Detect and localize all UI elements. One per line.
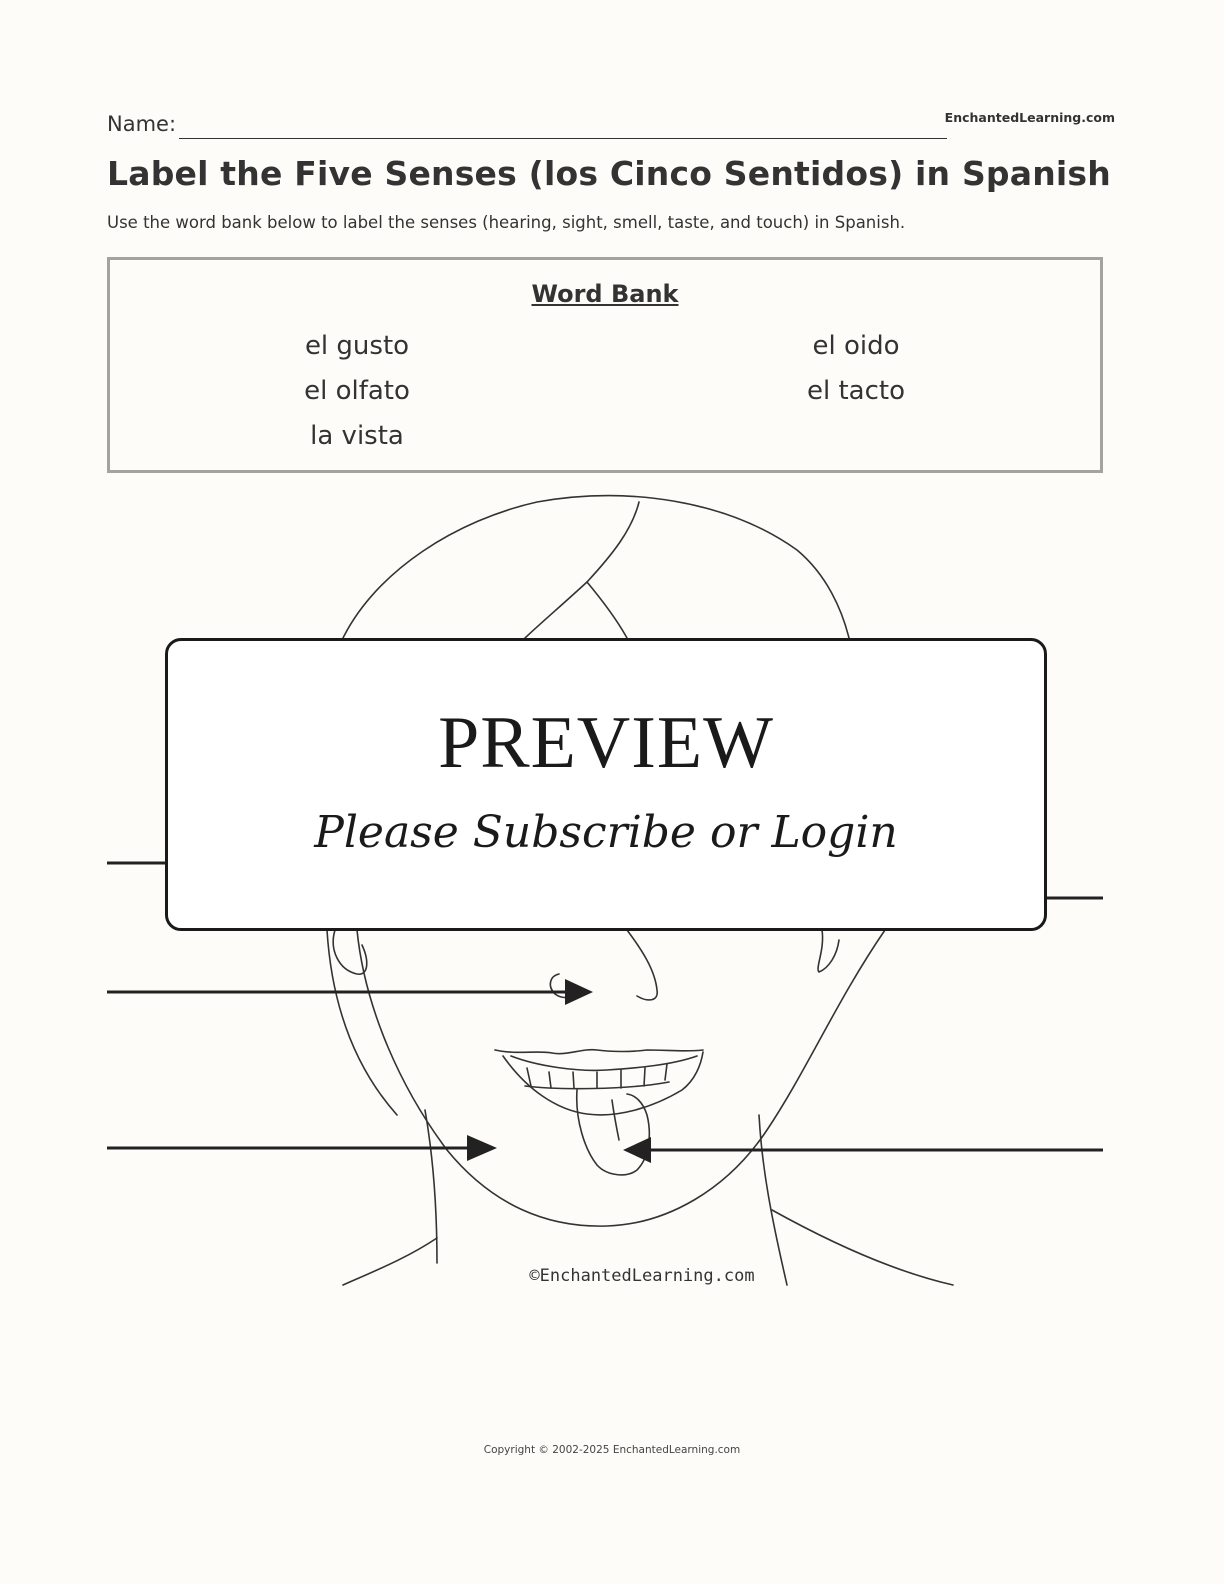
- preview-subscribe-login-link[interactable]: Please Subscribe or Login: [314, 807, 898, 858]
- name-row: [107, 108, 1115, 144]
- word-bank-right-column: [706, 324, 1006, 414]
- word-bank-item: el olfato: [304, 376, 410, 406]
- word-bank-item: el oido: [812, 331, 900, 361]
- preview-title: PREVIEW: [438, 702, 774, 784]
- footer-copyright: Copyright © 2002-2025 EnchantedLearning.com: [483, 1444, 741, 1456]
- illustration-copyright: ©EnchantedLearning.com: [529, 1266, 755, 1286]
- brand-label: EnchantedLearning.com: [944, 110, 1115, 125]
- word-bank-title: Word Bank: [531, 280, 679, 308]
- word-bank-item: el gusto: [304, 331, 410, 361]
- word-bank-item: la vista: [310, 421, 404, 451]
- word-bank-left-column: [207, 324, 507, 459]
- name-input-line[interactable]: [179, 138, 947, 139]
- instructions: Use the word bank below to label the senses (hearing, sight, smell, taste, and touch) in Spanish.: [107, 213, 906, 232]
- word-bank-item: el tacto: [806, 376, 905, 406]
- page-title: Label the Five Senses (los Cinco Sentidos) in Spanish: [107, 154, 1111, 193]
- name-label: Name:: [107, 112, 177, 136]
- preview-overlay[interactable]: [165, 638, 1047, 931]
- word-bank: [107, 257, 1103, 473]
